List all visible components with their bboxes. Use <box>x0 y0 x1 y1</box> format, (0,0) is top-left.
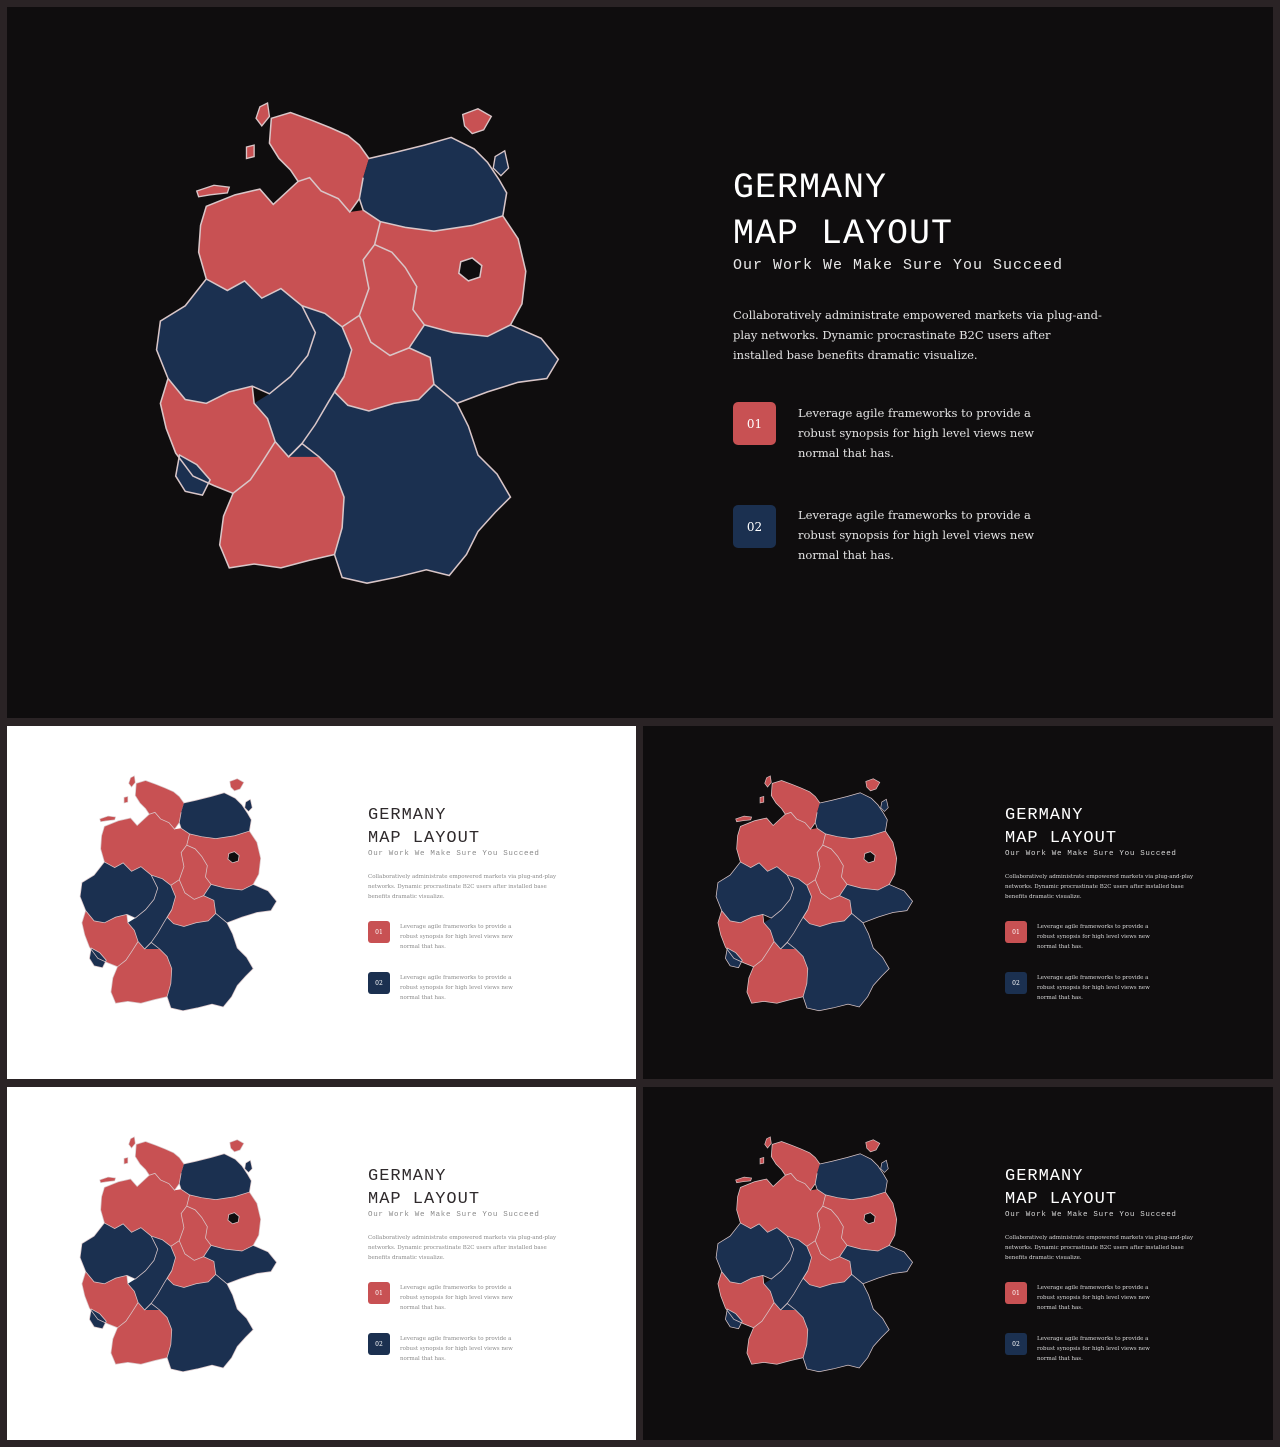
title-line-1: GERMANY <box>368 806 447 825</box>
slide-thumbnail-light-1[interactable] <box>7 726 636 1079</box>
title-line-2: MAP LAYOUT <box>733 214 954 254</box>
badge-number: 02 <box>375 979 383 987</box>
item-text-01: Leverage agile frameworks to provide a robust synopsis for high level views new normal that has. <box>400 1285 513 1311</box>
badge-number: 01 <box>746 416 763 431</box>
slide-thumbnail-light-2[interactable] <box>7 1087 636 1440</box>
slide-title <box>1005 804 1117 850</box>
badge-01 <box>368 1282 390 1304</box>
badge-01 <box>368 921 390 943</box>
item-text-02: Leverage agile frameworks to provide a robust synopsis for high level views new normal that has. <box>400 1336 513 1362</box>
title-line-1: GERMANY <box>368 1167 447 1186</box>
slide-subtitle: Our Work We Make Sure You Succeed <box>1005 850 1177 858</box>
germany-map <box>147 99 587 635</box>
badge-number: 01 <box>1012 1289 1020 1297</box>
slide-subtitle: Our Work We Make Sure You Succeed <box>733 257 1064 274</box>
badge-02 <box>1005 972 1027 994</box>
badge-01 <box>1005 921 1027 943</box>
germany-map <box>711 1135 927 1397</box>
slide-description: Collaboratively administrate empowered markets via plug-and-play networks. Dynamic procrastinate B2C users after installed base benefits dramatic visualize. <box>368 874 557 900</box>
badge-01 <box>733 402 776 445</box>
badge-02 <box>368 1333 390 1355</box>
germany-map <box>75 774 291 1036</box>
slide-thumbnail-dark-2[interactable] <box>643 1087 1273 1440</box>
item-text-01: Leverage agile frameworks to provide a robust synopsis for high level views new normal that has. <box>798 406 1034 460</box>
slide-description: Collaboratively administrate empowered markets via plug-and-play networks. Dynamic procrastinate B2C users after installed base benefits dramatic visualize. <box>1005 1235 1194 1261</box>
slide-description: Collaboratively administrate empowered markets via plug-and-play networks. Dynamic procrastinate B2C users after installed base benefits dramatic visualize. <box>733 308 1102 362</box>
slide-subtitle: Our Work We Make Sure You Succeed <box>368 850 540 858</box>
germany-map <box>711 774 927 1036</box>
title-line-2: MAP LAYOUT <box>1005 1190 1118 1209</box>
title-line-1: GERMANY <box>733 168 888 208</box>
title-line-1: GERMANY <box>1005 806 1084 825</box>
slide-thumbnail-dark-1[interactable] <box>643 726 1273 1079</box>
slide-description: Collaboratively administrate empowered markets via plug-and-play networks. Dynamic procrastinate B2C users after installed base benefits dramatic visualize. <box>368 1235 557 1261</box>
slide-subtitle: Our Work We Make Sure You Succeed <box>368 1211 540 1219</box>
badge-number: 01 <box>375 928 383 936</box>
badge-number: 01 <box>1012 928 1020 936</box>
title-line-1: GERMANY <box>1005 1167 1084 1186</box>
title-line-2: MAP LAYOUT <box>368 1190 481 1209</box>
badge-number: 02 <box>375 1340 383 1348</box>
item-text-01: Leverage agile frameworks to provide a robust synopsis for high level views new normal that has. <box>400 924 513 950</box>
item-text-01: Leverage agile frameworks to provide a robust synopsis for high level views new normal that has. <box>1037 1285 1150 1311</box>
slide-subtitle: Our Work We Make Sure You Succeed <box>1005 1211 1177 1219</box>
badge-number: 02 <box>1012 979 1020 987</box>
item-text-02: Leverage agile frameworks to provide a robust synopsis for high level views new normal that has. <box>798 508 1034 562</box>
badge-number: 02 <box>1012 1340 1020 1348</box>
slide-title <box>733 165 953 257</box>
badge-02 <box>733 505 776 548</box>
badge-01 <box>1005 1282 1027 1304</box>
germany-map <box>75 1135 291 1397</box>
slide-description: Collaboratively administrate empowered markets via plug-and-play networks. Dynamic procrastinate B2C users after installed base benefits dramatic visualize. <box>1005 874 1194 900</box>
slide-title <box>368 804 480 850</box>
item-text-01: Leverage agile frameworks to provide a robust synopsis for high level views new normal that has. <box>1037 924 1150 950</box>
slide-title <box>1005 1165 1117 1211</box>
title-line-2: MAP LAYOUT <box>1005 829 1118 848</box>
item-text-02: Leverage agile frameworks to provide a robust synopsis for high level views new normal that has. <box>1037 975 1150 1001</box>
badge-number: 01 <box>375 1289 383 1297</box>
badge-02 <box>1005 1333 1027 1355</box>
badge-02 <box>368 972 390 994</box>
badge-number: 02 <box>746 519 763 534</box>
title-line-2: MAP LAYOUT <box>368 829 481 848</box>
slide-title <box>368 1165 480 1211</box>
item-text-02: Leverage agile frameworks to provide a robust synopsis for high level views new normal that has. <box>400 975 513 1001</box>
main-slide[interactable] <box>7 7 1273 718</box>
item-text-02: Leverage agile frameworks to provide a robust synopsis for high level views new normal that has. <box>1037 1336 1150 1362</box>
